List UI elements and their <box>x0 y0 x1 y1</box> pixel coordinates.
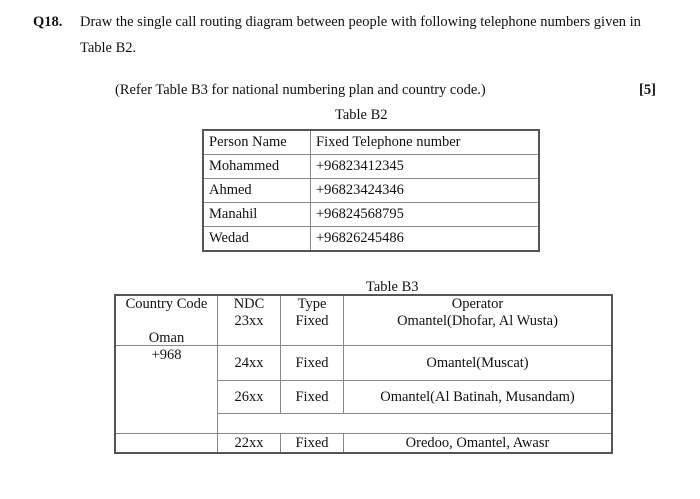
person-name: Manahil <box>204 203 311 227</box>
question-text-line2: Table B2. <box>80 40 137 56</box>
person-name: Mohammed <box>204 155 311 179</box>
table-row <box>204 227 539 251</box>
type-value: Fixed <box>281 434 344 453</box>
table-b2-header-name: Person Name <box>204 131 311 155</box>
type-value: Fixed <box>281 346 344 381</box>
ndc-value: 26xx <box>218 381 281 414</box>
operator-value: Omantel(Al Batinah, Musandam) <box>344 381 612 414</box>
table-b3 <box>115 295 612 453</box>
ndc-value: 23xx <box>234 313 264 329</box>
person-name: Wedad <box>204 227 311 251</box>
table-b2 <box>203 130 539 251</box>
type-value: Fixed <box>295 313 329 329</box>
type-value: Fixed <box>281 381 344 414</box>
table-b3-header-country-code-label: Country Code <box>125 296 208 312</box>
question-note: (Refer Table B3 for national numbering plan and country code.) <box>115 82 486 98</box>
table-row <box>204 179 539 203</box>
table-b2-caption: Table B2 <box>335 107 388 123</box>
ndc-value: 22xx <box>218 434 281 453</box>
country-name: Oman <box>148 330 185 346</box>
table-b3-header-operator: Operator <box>451 296 504 312</box>
table-b2-header-row <box>204 131 539 155</box>
country-code: +968 <box>151 347 182 363</box>
table-b3-operator-cell <box>344 296 612 346</box>
table-b2-header-number: Fixed Telephone number <box>311 131 539 155</box>
table-b3-header-type: Type <box>297 296 327 312</box>
table-b3-caption: Table B3 <box>366 279 419 295</box>
table-row <box>204 203 539 227</box>
person-name: Ahmed <box>204 179 311 203</box>
table-b3-type-cell <box>281 296 344 346</box>
country-cell-bottom <box>116 434 218 453</box>
telephone-number: +96824568795 <box>311 203 539 227</box>
telephone-number: +96826245486 <box>311 227 539 251</box>
table-b3-ndc-cell <box>218 296 281 346</box>
ndc-value: 24xx <box>218 346 281 381</box>
table-row <box>204 155 539 179</box>
operator-value: Omantel(Muscat) <box>344 346 612 381</box>
operator-value: Omantel(Dhofar, Al Wusta) <box>397 313 558 329</box>
country-cell <box>116 330 218 434</box>
operator-value: Oredoo, Omantel, Awasr <box>344 434 612 453</box>
table-b3-header-ndc: NDC <box>233 296 265 312</box>
question-number: Q18. <box>33 14 63 30</box>
question-text-line1: Draw the single call routing diagram between people with following telephone numbers given in <box>80 14 641 30</box>
question-marks: [5] <box>639 82 656 98</box>
telephone-number: +96823412345 <box>311 155 539 179</box>
table-row <box>116 346 612 381</box>
telephone-number: +96823424346 <box>311 179 539 203</box>
table-row <box>116 434 612 453</box>
spacer-cell <box>218 414 612 434</box>
